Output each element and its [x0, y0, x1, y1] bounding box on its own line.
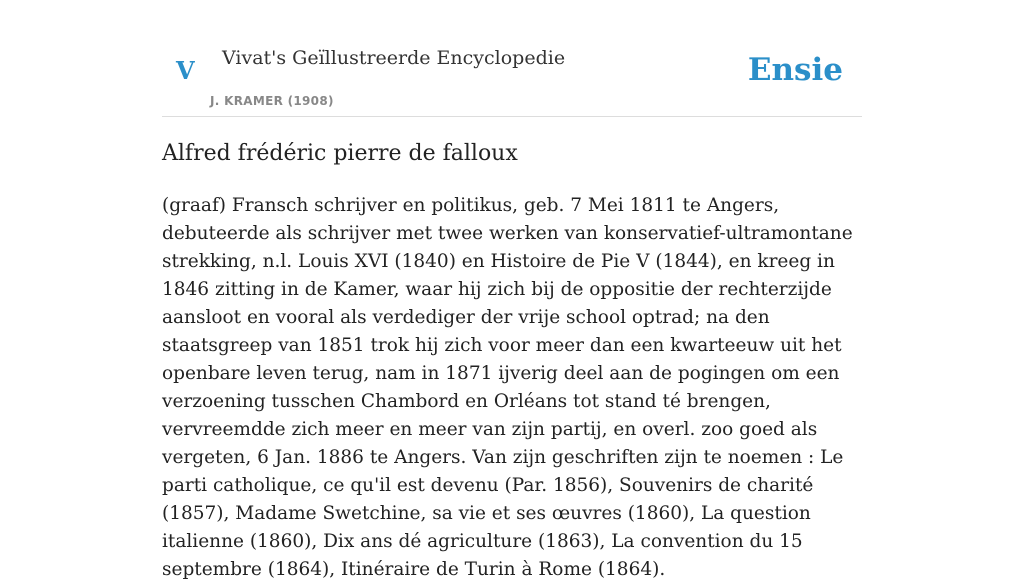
entry-title: Alfred frédéric pierre de falloux [162, 141, 518, 166]
book-author: J. KRAMER (1908) [210, 94, 334, 108]
book-header [162, 0, 862, 117]
book-logo-icon[interactable]: V [176, 56, 195, 85]
brand-logo-link[interactable]: Ensie [747, 52, 843, 88]
entry-body: (graaf) Fransch schrijver en politikus, geb. 7 Mei 1811 te Angers, debuteerde als schrijver met twee werken van konservatief-ultramontane strekking, n.l. Louis XVI (1840) en Histoire de Pie V (1844), en kreeg in 1846 zitting in de Kamer, waar hij zich bij de oppositie der rechterzijde aansloot en vooral als verdediger der vrije school optrad; na den staatsgreep van 1851 trok hij zich voor meer dan een kwarteeuw uit het openbare leven terug, nam in 1871 ijverig deel aan de pogingen om een verzoening tusschen Chambord en Orléans tot stand té brengen, vervreemdde zich meer en meer van zijn partij, en overl. zoo goed als vergeten, 6 Jan. 1886 te Angers. Van zijn geschriften zijn te noemen : Le parti catholique, ce qu'il est devenu (Par. 1856), Souvenirs de charité (1857), Madame Swetchine, sa vie et ses œuvres (1860), La question italienne (1860), Dix ans dé agriculture (1863), La convention du 15 septembre (1864), Itinéraire de Turin à Rome (1864). [162, 195, 853, 580]
book-title[interactable]: Vivat's Geïllustreerde Encyclopedie [222, 47, 566, 69]
